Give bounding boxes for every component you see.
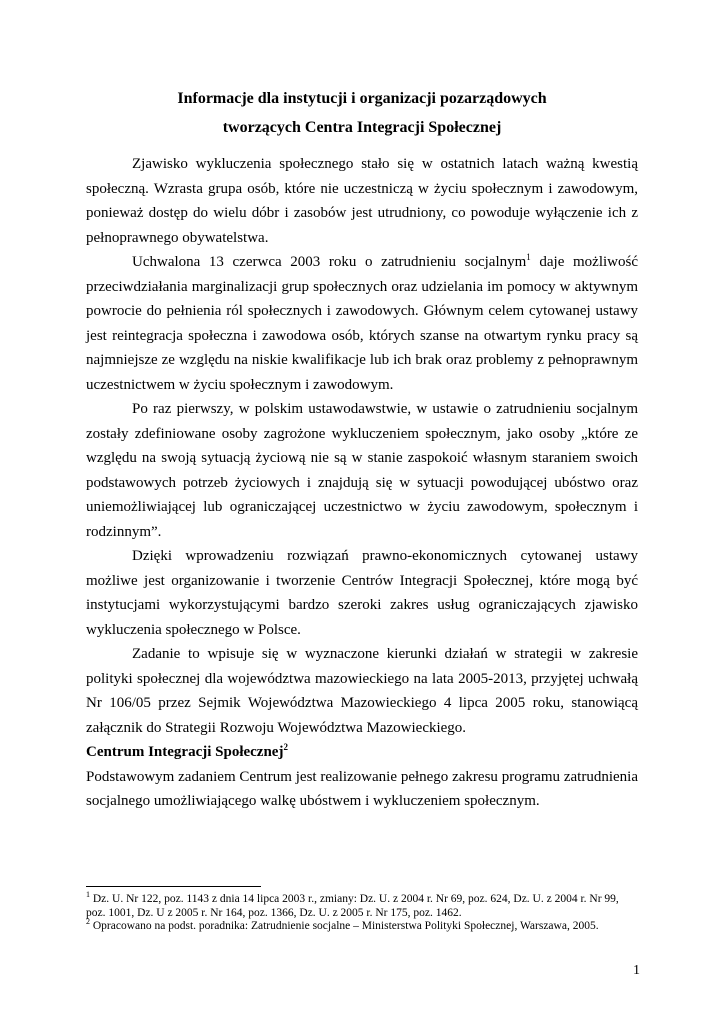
section-heading	[86, 740, 638, 765]
footnote-ref-1: 1	[526, 252, 531, 262]
footnote-ref-2: 2	[283, 742, 288, 752]
footnote-2-text: Opracowano na podst. poradnika: Zatrudnienie socjalne – Ministerstwa Polityki Społecznej, Warszawa, 2005.	[90, 920, 599, 932]
paragraph-3: Po raz pierwszy, w polskim ustawodawstwie, w ustawie o zatrudnieniu socjalnym zostały zdefiniowane osoby zagrożone wykluczeniem społecznym, jako osoby „które ze względu na swoją sytuacją życiową nie są w stanie zaspokoić własnym staraniem swoich podstawowych potrzeb życiowych i znajdują się w sytuacji powodującej ubóstwo oraz uniemożliwiającej lub ograniczającej uczestnictwo w życiu zawodowym, społecznym i rodzinnym”.	[86, 401, 638, 540]
document-title-line-2: tworzących Centra Integracji Społecznej	[222, 119, 502, 136]
paragraph-5: Zadanie to wpisuje się w wyznaczone kierunki działań w strategii w zakresie polityki społecznej dla województwa mazowieckiego na lata 2005-2013, przyjętej uchwałą Nr 106/05 przez Sejmik Województwa Mazowieckiego 4 lipca 2005 roku, stanowiącą załącznik do Strategii Rozwoju Województwa Mazowieckiego.	[86, 646, 638, 736]
footnotes	[86, 890, 638, 934]
section-paragraph: Podstawowym zadaniem Centrum jest realizowanie pełnego zakresu programu zatrudnienia socjalnego umożliwiającego walkę ubóstwem i wykluczeniem społecznym.	[86, 768, 638, 809]
footnote-1-text: Dz. U. Nr 122, poz. 1143 z dnia 14 lipca 2003 r., zmiany: Dz. U. z 2004 r. Nr 69, poz. 624, Dz. U. z 2004 r. Nr 99, poz. 1001, Dz. U z 2005 r. Nr 164, poz. 1366, Dz. U. z 2005 r. Nr 175, poz. 1462.	[86, 893, 619, 919]
paragraph-2	[86, 250, 638, 397]
paragraph-4: Dzięki wprowadzeniu rozwiązań prawno-ekonomicznych cytowanej ustawy możliwe jest organizowanie i tworzenie Centrów Integracji Społecznej, które mogą być instytucjami wykorzystującymi bardzo szeroki zakres usług ograniczających zjawisko wykluczenia społecznego w Polsce.	[86, 548, 638, 638]
paragraph-2-rest: daje możliwość przeciwdziałania marginalizacji grup społecznych oraz udzielania im pomocy w aktywnym powrocie do pełnienia ról społecznych i zawodowych. Głównym celem cytowanej ustawy jest reintegracja społeczna i zawodowa osób, których szanse na otwartym rynku pracy są najmniejsze ze względu na niskie kwalifikacje lub ich brak oraz problemy z pełnoprawnym uczestnictwem w życiu społecznym i zawodowym.	[86, 254, 638, 393]
paragraph-1: Zjawisko wykluczenia społecznego stało się w ostatnich latach ważną kwestią społeczną. Wzrasta grupa osób, które nie uczestniczą w życiu społecznym i zawodowym, ponieważ dostęp do wielu dóbr i zasobów jest utrudniony, co powoduje wyłączenie ich z pełnoprawnego obywatelstwa.	[86, 156, 638, 246]
footnote-2-number: 2	[86, 917, 90, 927]
section-heading-text: Centrum Integracji Społecznej	[86, 744, 284, 760]
page-number: 1	[633, 963, 640, 978]
document-body	[86, 152, 638, 814]
footnote-1-number: 1	[86, 890, 90, 900]
footnote-1	[86, 890, 638, 920]
document-title-line-1: Informacje dla instytucji i organizacji pozarządowych	[177, 90, 547, 107]
footnote-2	[86, 917, 638, 934]
paragraph-2-start: Uchwalona 13 czerwca 2003 roku o zatrudnieniu socjalnym	[132, 254, 527, 270]
footnote-separator	[86, 886, 261, 887]
